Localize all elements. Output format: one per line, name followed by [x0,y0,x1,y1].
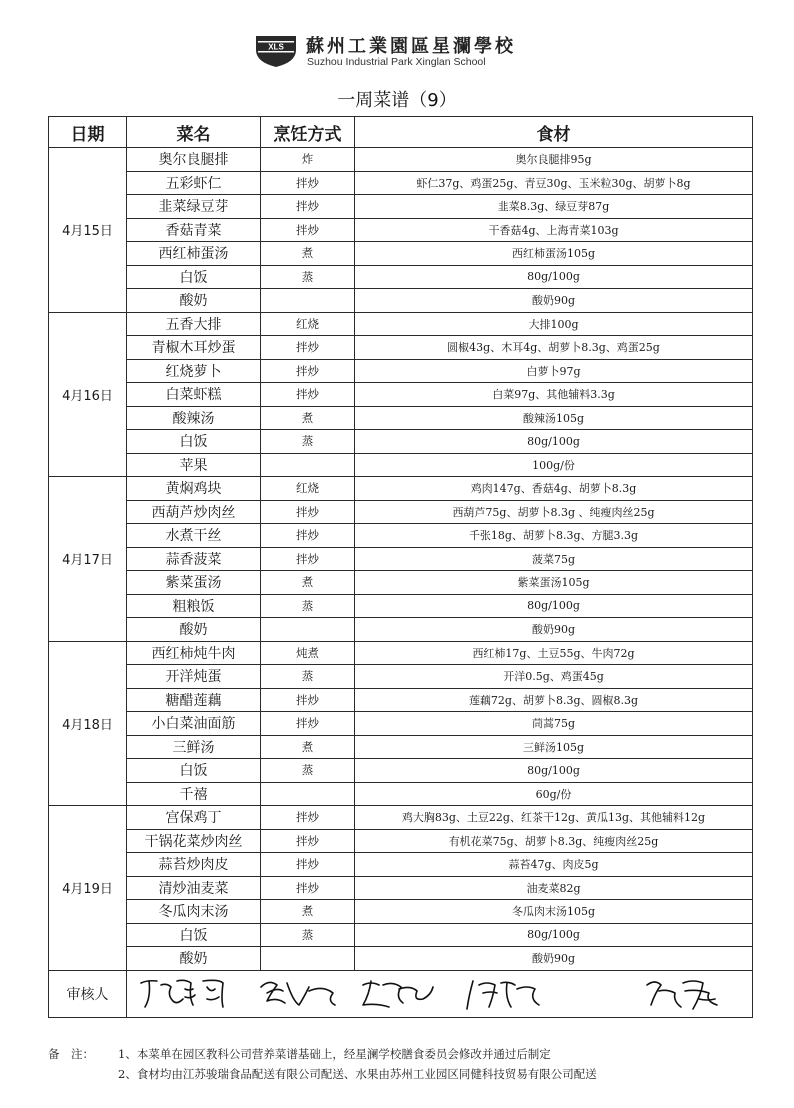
svg-text:XLS: XLS [268,42,284,52]
menu-row [49,547,753,571]
menu-row [49,430,753,454]
menu-row [49,500,753,524]
menu-row [49,406,753,430]
cooking-method: 红烧 [261,477,355,501]
cooking-method: 拌炒 [261,218,355,242]
cooking-method: 煮 [261,242,355,266]
menu-row [49,876,753,900]
ingredients: 西红柿17g、土豆55g、牛肉72g [355,641,753,665]
dish-name: 红烧萝卜 [127,359,261,383]
ingredients: 冬瓜肉末汤105g [355,900,753,924]
ingredients: 奥尔良腿排95g [355,148,753,172]
ingredients: 鸡大胸83g、土豆22g、红茶干12g、黄瓜13g、其他辅料12g [355,806,753,830]
cooking-method: 拌炒 [261,359,355,383]
dish-name: 西葫芦炒肉丝 [127,500,261,524]
cooking-method [261,947,355,971]
cooking-method [261,289,355,313]
menu-title: 一周菜谱（9） [337,90,457,111]
reviewer-signatures [127,970,753,1017]
school-logo-icon [254,32,298,68]
day-date: 4月17日 [49,477,127,642]
dish-name: 千禧 [127,782,261,806]
dish-name: 苹果 [127,453,261,477]
header-method: 烹饪方式 [261,117,355,148]
dish-name: 开洋炖蛋 [127,665,261,689]
ingredients: 油麦菜82g [355,876,753,900]
table-header-row [49,117,753,148]
menu-row [49,383,753,407]
day-date: 4月15日 [49,148,127,313]
note-line-2 [48,1064,768,1084]
menu-row [49,289,753,313]
header-date: 日期 [49,117,127,148]
menu-row [49,171,753,195]
menu-row [49,453,753,477]
cooking-method [261,782,355,806]
ingredients: 酸奶90g [355,947,753,971]
menu-row [49,782,753,806]
cooking-method: 蒸 [261,265,355,289]
ingredients: 干香菇4g、上海青菜103g [355,218,753,242]
cooking-method: 拌炒 [261,500,355,524]
reviewer-row [49,970,753,1017]
cooking-method: 蒸 [261,759,355,783]
dish-name: 白饭 [127,265,261,289]
menu-row [49,218,753,242]
menu-row [49,571,753,595]
ingredients: 80g/100g [355,594,753,618]
ingredients: 80g/100g [355,759,753,783]
menu-row [49,195,753,219]
ingredients: 三鲜汤105g [355,735,753,759]
cooking-method: 拌炒 [261,383,355,407]
ingredients: 莲藕72g、胡萝卜8.3g、圆椒8.3g [355,688,753,712]
dish-name: 黄焖鸡块 [127,477,261,501]
menu-row [49,712,753,736]
dish-name: 三鲜汤 [127,735,261,759]
cooking-method: 拌炒 [261,829,355,853]
cooking-method: 拌炒 [261,336,355,360]
cooking-method: 蒸 [261,665,355,689]
cooking-method: 拌炒 [261,712,355,736]
menu-row [49,148,753,172]
school-name-en: Suzhou Industrial Park Xinglan School [307,56,486,68]
dish-name: 干锅花菜炒肉丝 [127,829,261,853]
cooking-method: 拌炒 [261,688,355,712]
note-text-1: 1、本菜单在园区教科公司营养菜谱基础上，经星澜学校膳食委员会修改并通过后制定 [118,1047,551,1061]
ingredients: 60g/份 [355,782,753,806]
school-name-zh: 蘇州工業園區星瀾學校 [306,36,516,57]
ingredients: 紫菜蛋汤105g [355,571,753,595]
dish-name: 糖醋莲藕 [127,688,261,712]
header-ingredients: 食材 [355,117,753,148]
ingredients: 白菜97g、其他辅料3.3g [355,383,753,407]
dish-name: 小白菜油面筋 [127,712,261,736]
dish-name: 西红柿炖牛肉 [127,641,261,665]
menu-row [49,759,753,783]
dish-name: 冬瓜肉末汤 [127,900,261,924]
dish-name: 紫菜蛋汤 [127,571,261,595]
day-date: 4月16日 [49,312,127,477]
menu-row [49,312,753,336]
menu-row [49,829,753,853]
menu-row [49,688,753,712]
menu-row [49,477,753,501]
note-text-2: 2、食材均由江苏骏瑞食品配送有限公司配送、水果由苏州工业园区同健科技贸易有限公司配送 [118,1067,597,1081]
dish-name: 酸奶 [127,947,261,971]
dish-name: 酸奶 [127,618,261,642]
dish-name: 蒜香菠菜 [127,547,261,571]
day-date: 4月18日 [49,641,127,806]
dish-name: 白菜虾糕 [127,383,261,407]
dish-name: 清炒油麦菜 [127,876,261,900]
cooking-method [261,618,355,642]
cooking-method: 煮 [261,735,355,759]
cooking-method: 煮 [261,406,355,430]
ingredients: 虾仁37g、鸡蛋25g、青豆30g、玉米粒30g、胡萝卜8g [355,171,753,195]
dish-name: 青椒木耳炒蛋 [127,336,261,360]
weekly-menu-table [48,116,753,1018]
dish-name: 粗粮饭 [127,594,261,618]
menu-row [49,665,753,689]
dish-name: 白饭 [127,430,261,454]
dish-name: 五彩虾仁 [127,171,261,195]
menu-row [49,524,753,548]
ingredients: 茼蒿75g [355,712,753,736]
cooking-method: 拌炒 [261,853,355,877]
ingredients: 80g/100g [355,430,753,454]
ingredients: 千张18g、胡萝卜8.3g、方腿3.3g [355,524,753,548]
ingredients: 酸奶90g [355,289,753,313]
dish-name: 香菇青菜 [127,218,261,242]
cooking-method: 拌炒 [261,524,355,548]
ingredients: 圆椒43g、木耳4g、胡萝卜8.3g、鸡蛋25g [355,336,753,360]
handwritten-signatures [127,971,753,1017]
ingredients: 白萝卜97g [355,359,753,383]
dish-name: 奥尔良腿排 [127,148,261,172]
notes-section [48,1044,768,1084]
cooking-method [261,453,355,477]
menu-row [49,923,753,947]
menu-row [49,947,753,971]
ingredients: 菠菜75g [355,547,753,571]
dish-name: 水煮干丝 [127,524,261,548]
cooking-method: 煮 [261,900,355,924]
menu-row [49,618,753,642]
dish-name: 韭菜绿豆芽 [127,195,261,219]
dish-name: 酸辣汤 [127,406,261,430]
dish-name: 蒜苔炒肉皮 [127,853,261,877]
menu-row [49,594,753,618]
dish-name: 白饭 [127,759,261,783]
cooking-method: 拌炒 [261,195,355,219]
dish-name: 白饭 [127,923,261,947]
day-date: 4月19日 [49,806,127,971]
cooking-method: 煮 [261,571,355,595]
notes-label: 备 注： [48,1047,94,1061]
ingredients: 韭菜8.3g、绿豆芽87g [355,195,753,219]
ingredients: 酸奶90g [355,618,753,642]
note-line-1 [48,1044,768,1064]
cooking-method: 炸 [261,148,355,172]
menu-row [49,336,753,360]
dish-name: 酸奶 [127,289,261,313]
ingredients: 80g/100g [355,265,753,289]
header-dish: 菜名 [127,117,261,148]
menu-row [49,806,753,830]
ingredients: 大排100g [355,312,753,336]
dish-name: 五香大排 [127,312,261,336]
school-header [0,30,794,72]
cooking-method: 拌炒 [261,806,355,830]
menu-row [49,853,753,877]
menu-row [49,900,753,924]
cooking-method: 蒸 [261,430,355,454]
ingredients: 西葫芦75g、胡萝卜8.3g 、纯瘦肉丝25g [355,500,753,524]
cooking-method: 炖煮 [261,641,355,665]
menu-row [49,641,753,665]
menu-row [49,359,753,383]
cooking-method: 蒸 [261,923,355,947]
menu-row [49,265,753,289]
ingredients: 西红柿蛋汤105g [355,242,753,266]
cooking-method: 红烧 [261,312,355,336]
menu-row [49,735,753,759]
menu-row [49,242,753,266]
dish-name: 宫保鸡丁 [127,806,261,830]
cooking-method: 拌炒 [261,547,355,571]
ingredients: 有机花菜75g、胡萝卜8.3g、纯瘦肉丝25g [355,829,753,853]
ingredients: 开洋0.5g、鸡蛋45g [355,665,753,689]
ingredients: 蒜苔47g、肉皮5g [355,853,753,877]
reviewer-label: 审核人 [49,970,127,1017]
ingredients: 鸡肉147g、香菇4g、胡萝卜8.3g [355,477,753,501]
ingredients: 100g/份 [355,453,753,477]
cooking-method: 蒸 [261,594,355,618]
cooking-method: 拌炒 [261,876,355,900]
ingredients: 80g/100g [355,923,753,947]
cooking-method: 拌炒 [261,171,355,195]
dish-name: 西红柿蛋汤 [127,242,261,266]
ingredients: 酸辣汤105g [355,406,753,430]
